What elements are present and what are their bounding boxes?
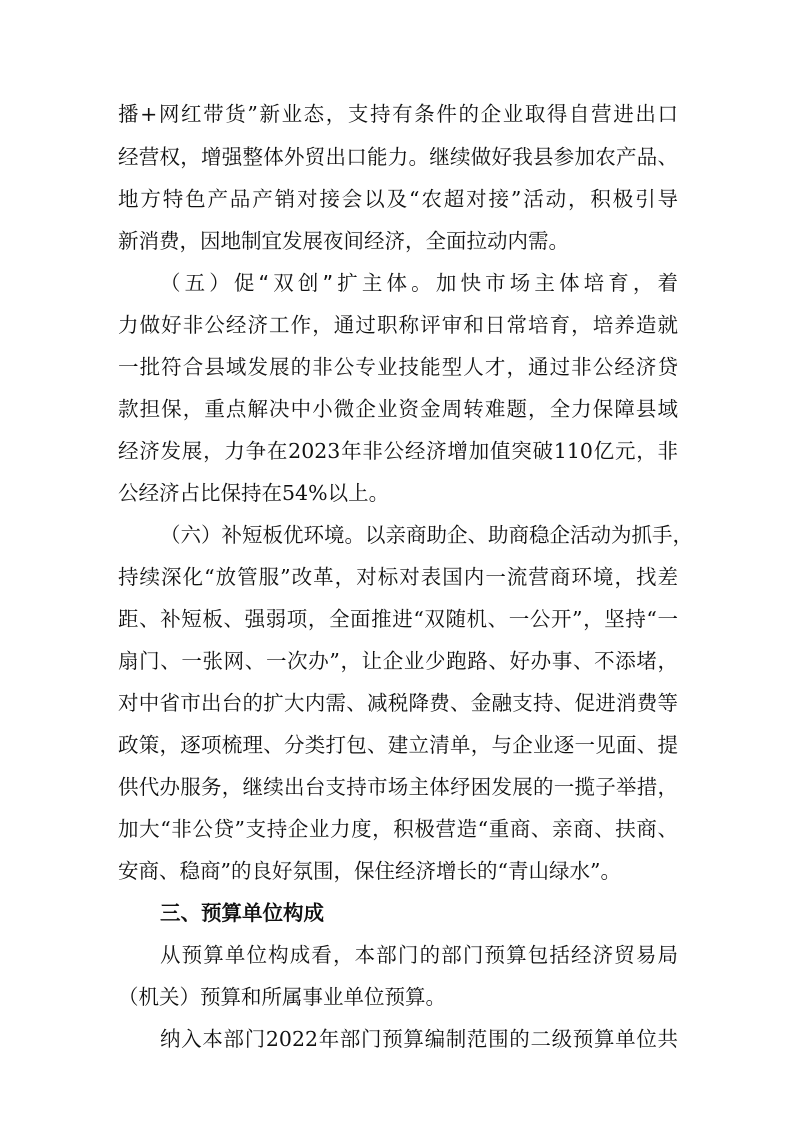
paragraph-line: 地方特色产品产销对接会以及“农超对接”活动，积极引导 bbox=[118, 187, 678, 211]
paragraph-line: （机关）预算和所属事业单位预算。 bbox=[118, 985, 446, 1009]
paragraph-line: 政策，逐项梳理、分类打包、建立清单，与企业逐一见面、提 bbox=[118, 733, 678, 757]
paragraph-line: 力做好非公经济工作，通过职称评审和日常培育，培养造就 bbox=[118, 313, 678, 337]
paragraph-line: 距、补短板、强弱项，全面推进“双随机、一公开”，坚持“一 bbox=[118, 607, 678, 631]
paragraph-line: 对中省市出台的扩大内需、减税降费、金融支持、促进消费等 bbox=[118, 691, 678, 715]
paragraph-line: 加大“非公贷”支持企业力度，积极营造“重商、亲商、扶商、 bbox=[118, 817, 678, 841]
paragraph-line: 新消费，因地制宜发展夜间经济，全面拉动内需。 bbox=[118, 229, 569, 253]
sub-heading-six: （六）补短板优环境。 bbox=[160, 523, 365, 547]
paragraph-text: 以亲商助企、助商稳企活动为抓手， bbox=[365, 523, 693, 547]
paragraph-first-line bbox=[160, 521, 693, 549]
section-heading: 三、预算单位构成 bbox=[160, 901, 324, 925]
paragraph-first-line: 从预算单位构成看，本部门的部门预算包括经济贸易局 bbox=[160, 943, 678, 967]
paragraph-first-line bbox=[160, 269, 678, 297]
paragraph-first-line: 纳入本部门2022年部门预算编制范围的二级预算单位共 bbox=[160, 1027, 678, 1051]
paragraph-text: 加快市场主体培育，着 bbox=[435, 271, 678, 295]
paragraph-line: 款担保，重点解决中小微企业资金周转难题，全力保障县域 bbox=[118, 397, 678, 421]
paragraph-line: 经营权，增强整体外贸出口能力。继续做好我县参加农产品、 bbox=[118, 145, 678, 169]
sub-heading-five: （五）促“双创”扩主体。 bbox=[160, 271, 436, 295]
paragraph-line: 公经济占比保持在54%以上。 bbox=[118, 481, 390, 505]
paragraph-line: 持续深化“放管服”改革，对标对表国内一流营商环境，找差 bbox=[118, 565, 678, 589]
paragraph-line: 经济发展，力争在2023年非公经济增加值突破110亿元，非 bbox=[118, 439, 678, 463]
paragraph-line: 播+网红带货”新业态，支持有条件的企业取得自营进出口 bbox=[118, 102, 678, 126]
paragraph-line: 安商、稳商”的良好氛围，保住经济增长的“青山绿水”。 bbox=[118, 859, 621, 883]
paragraph-line: 扇门、一张网、一次办”，让企业少跑路、好办事、不添堵， bbox=[118, 649, 678, 673]
paragraph-line: 供代办服务，继续出台支持市场主体纾困发展的一揽子举措， bbox=[118, 775, 678, 799]
paragraph-line: 一批符合县域发展的非公专业技能型人才，通过非公经济贷 bbox=[118, 355, 678, 379]
